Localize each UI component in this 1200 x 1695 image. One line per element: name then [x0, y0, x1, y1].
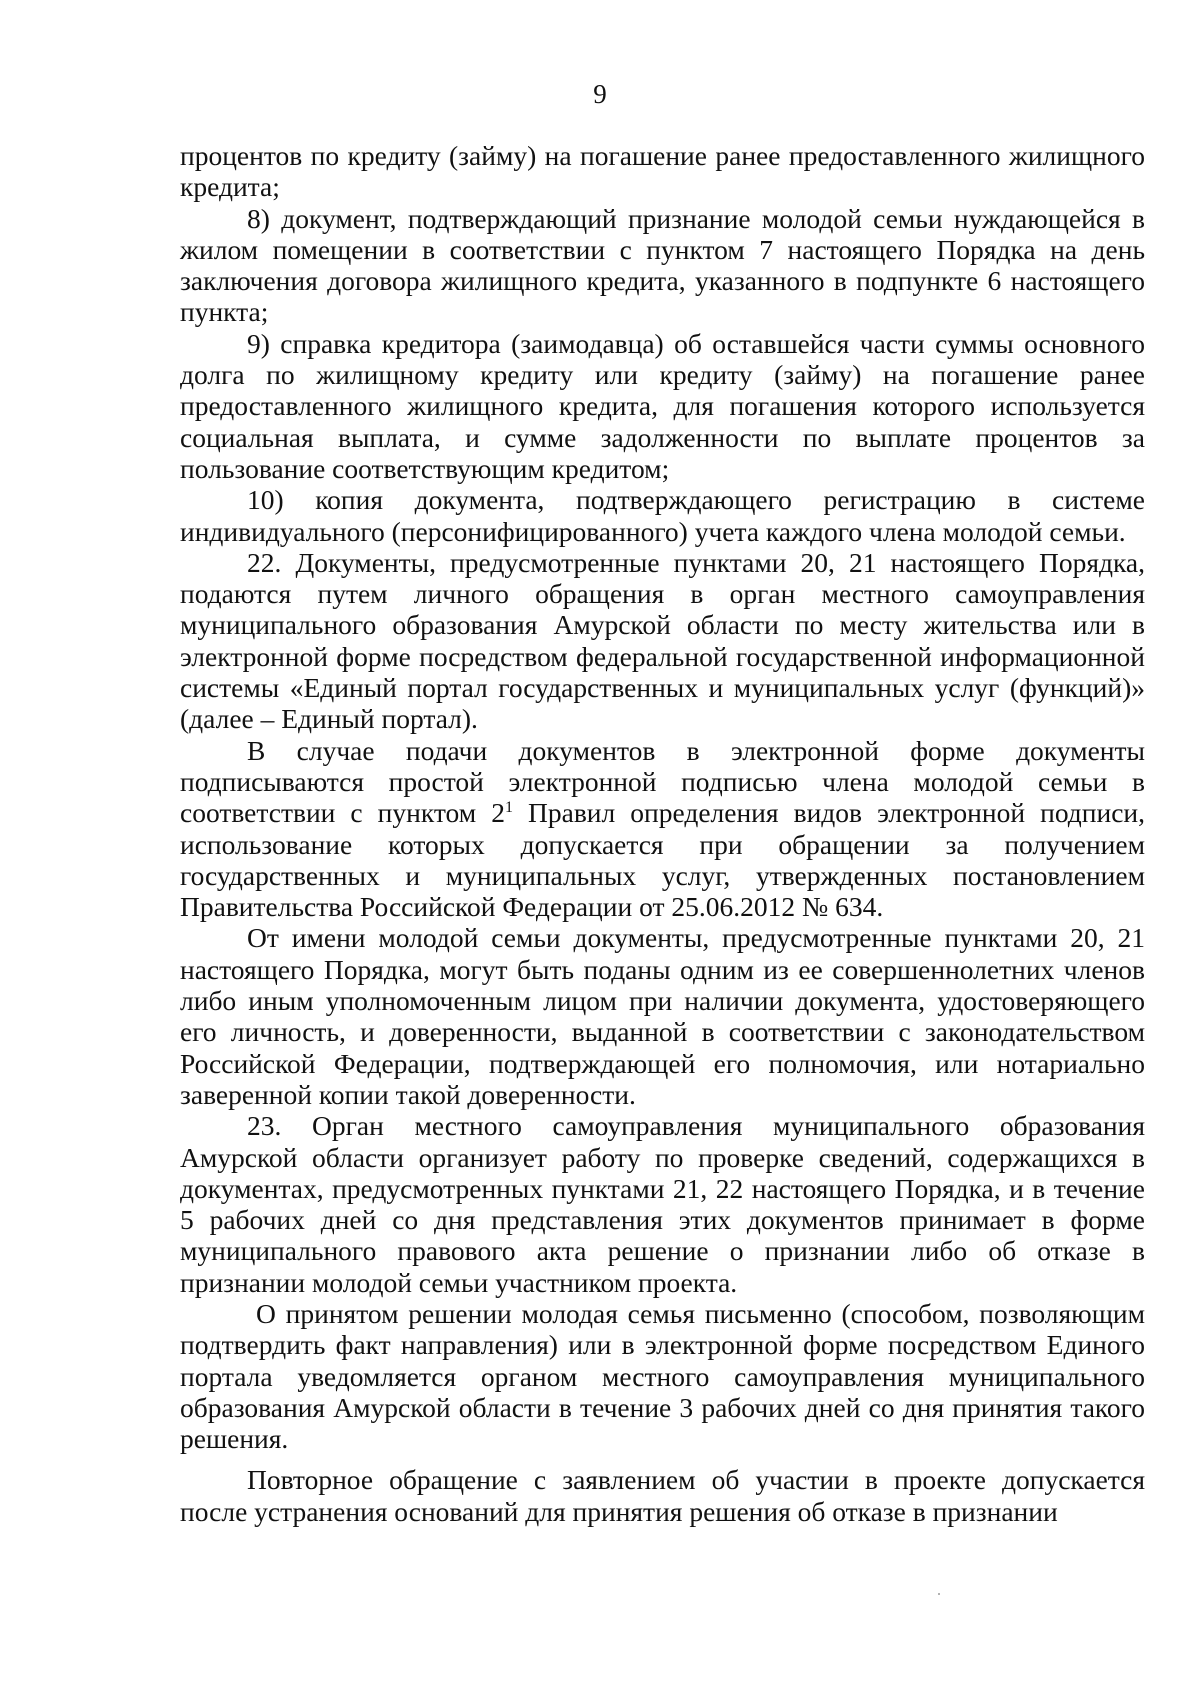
scan-dot [938, 1593, 940, 1595]
paragraph-item-9: 9) справка кредитора (заимодавца) об оставшейся части суммы основного долга по жилищному кредиту или кредиту (займу) на погашение ранее предоставленного жилищного кредита, для погашения которого используется социальная выплата, и сумме задолженности по выплате процентов за пользование соответствующим кредитом; [180, 327, 1145, 484]
document-body [180, 140, 1145, 1527]
paragraph-electronic-submission [180, 735, 1145, 923]
page-number: 9 [593, 79, 607, 109]
electronic-submission-text-start: В случае подачи документов в электронной форме документы подписываются простой электронной подписью члена молодой семьи в соответствии с пунктом 2 [180, 734, 1145, 829]
paragraph-section-22: 22. Документы, предусмотренные пунктами 20, 21 настоящего Порядка, подаются путем личного обращения в орган местного самоуправления муниципального образования Амурской области по месту жительства или в электронной форме посредством федеральной государственной информационной системы «Единый портал государственных и муниципальных услуг (функций)» (далее – Единый портал). [180, 546, 1145, 735]
paragraph-item-8: 8) документ, подтверждающий признание молодой семьи нуждающейся в жилом помещении в соответствии с пунктом 7 настоящего Порядка на день заключения договора жилищного кредита, указанного в подпункте 6 настоящего пункта; [180, 202, 1145, 328]
paragraph-item-10: 10) копия документа, подтверждающего регистрацию в системе индивидуального (персонифицированного) учета каждого члена молодой семьи. [180, 484, 1145, 547]
paragraph-continuation: процентов по кредиту (займу) на погашение ранее предоставленного жилищного кредита; [180, 140, 1145, 203]
superscript-reference: 1 [504, 799, 513, 817]
paragraph-section-23: 23. Орган местного самоуправления муниципального образования Амурской области организует работу по проверке сведений, содержащихся в документах, предусмотренных пунктами 21, 22 настоящего Порядка, и в течение 5 рабочих дней со дня представления этих документов принимает в форме муниципального правового акта решение о признании либо об отказе в признании молодой семьи участником проекта. [180, 1110, 1145, 1298]
paragraph-repeat-application: Повторное обращение с заявлением об участии в проекте допускается после устранения оснований для принятия решения об отказе в признании [180, 1464, 1145, 1527]
electronic-submission-text-end: Правил определения видов электронной подписи, использование которых допускается при обращении за получением государственных и муниципальных услуг, утвержденных постановлением Правительства Российской Федерации от 25.06.2012 № 634. [180, 797, 1145, 923]
paragraph-on-behalf: От имени молодой семьи документы, предусмотренные пунктами 20, 21 настоящего Порядка, могут быть поданы одним из ее совершеннолетних членов либо иным уполномоченным лицом при наличии документа, удостоверяющего его личность, и доверенности, выданной в соответствии с законодательством Российской Федерации, подтверждающей его полномочия, или нотариально заверенной копии такой доверенности. [180, 922, 1145, 1110]
paragraph-notification: О принятом решении молодая семья письменно (способом, позволяющим подтвердить факт направления) или в электронной форме посредством Единого портала уведомляется органом местного самоуправления муниципального образования Амурской области в течение 3 рабочих дней со дня принятия такого решения. [180, 1297, 1145, 1455]
